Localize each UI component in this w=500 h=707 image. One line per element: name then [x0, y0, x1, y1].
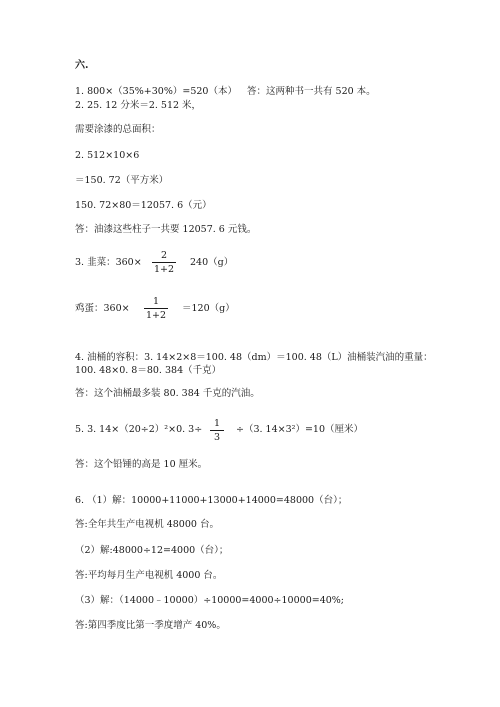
answer-line-1b: 答：这两种书一共有 520 本。: [247, 86, 376, 97]
answer-line-2: 2. 25. 12 分米＝2. 512 米，: [75, 100, 202, 111]
answer-line-13-prefix: 5. 3. 14×（20÷2）²×0. 3÷: [75, 424, 203, 435]
answer-line-4: 2. 512×10×6: [75, 150, 140, 161]
fraction-8-bar: [152, 262, 176, 263]
fraction-9-numerator: 1: [152, 296, 160, 307]
answer-line-13-suffix: ÷（3. 14×3²）=10（厘米）: [236, 424, 363, 435]
fraction-9-bar: [144, 308, 168, 309]
answer-line-19: （3）解：（14000﹣10000）÷10000=4000÷10000=40%;: [75, 595, 345, 606]
fraction-8: [152, 250, 176, 275]
answer-line-17: （2）解:48000÷12=4000（台）；: [75, 545, 229, 556]
fraction-13-numerator: 1: [213, 418, 221, 429]
fraction-9: [144, 296, 168, 321]
answer-line-16: 答:全年共生产电视机 48000 台。: [75, 519, 219, 530]
answer-line-5: ＝150. 72（平方米）: [75, 175, 169, 186]
fraction-13: [210, 418, 224, 443]
answer-line-9-prefix: 鸡蛋：360×: [75, 303, 130, 314]
fraction-8-denominator: 1+2: [153, 264, 175, 275]
answer-line-8-prefix: 3. 韭菜：360×: [75, 257, 142, 268]
answer-line-9-suffix: ＝120（g）: [182, 303, 235, 314]
answer-line-6: 150. 72×80＝12057. 6（元）: [75, 200, 212, 211]
answer-line-18: 答:平均每月生产电视机 4000 台。: [75, 570, 223, 581]
answer-line-1a: 1. 800×（35%+30%）=520（本）: [75, 86, 237, 97]
fraction-8-numerator: 2: [160, 250, 168, 261]
answer-line-15: 6. （1）解：10000+11000+13000+14000=48000（台）；: [75, 495, 348, 506]
answer-line-12: 答：这个油桶最多装 80. 384 千克的汽油。: [75, 388, 260, 399]
answer-line-14: 答：这个铅锤的高是 10 厘米。: [75, 459, 208, 470]
fraction-13-bar: [210, 430, 224, 431]
answer-line-3: 需要涂漆的总面积：: [75, 124, 161, 135]
fraction-9-denominator: 1+2: [145, 310, 167, 321]
section-title: 六.: [75, 60, 89, 71]
answer-line-7: 答：油漆这些柱子一共要 12057. 6 元钱。: [75, 224, 257, 235]
answer-line-10: 4. 油桶的容积：3. 14×2×8＝100. 48（dm）＝100. 48（L）油桶装汽油的重量：: [75, 352, 433, 363]
answer-line-20: 答:第四季度比第一季度增产 40%。: [75, 620, 226, 631]
answer-line-8-suffix: 240（g）: [190, 257, 234, 268]
answer-line-11: 100. 48×0. 8＝80. 384（千克）: [75, 365, 222, 376]
fraction-13-denominator: 3: [213, 432, 221, 443]
